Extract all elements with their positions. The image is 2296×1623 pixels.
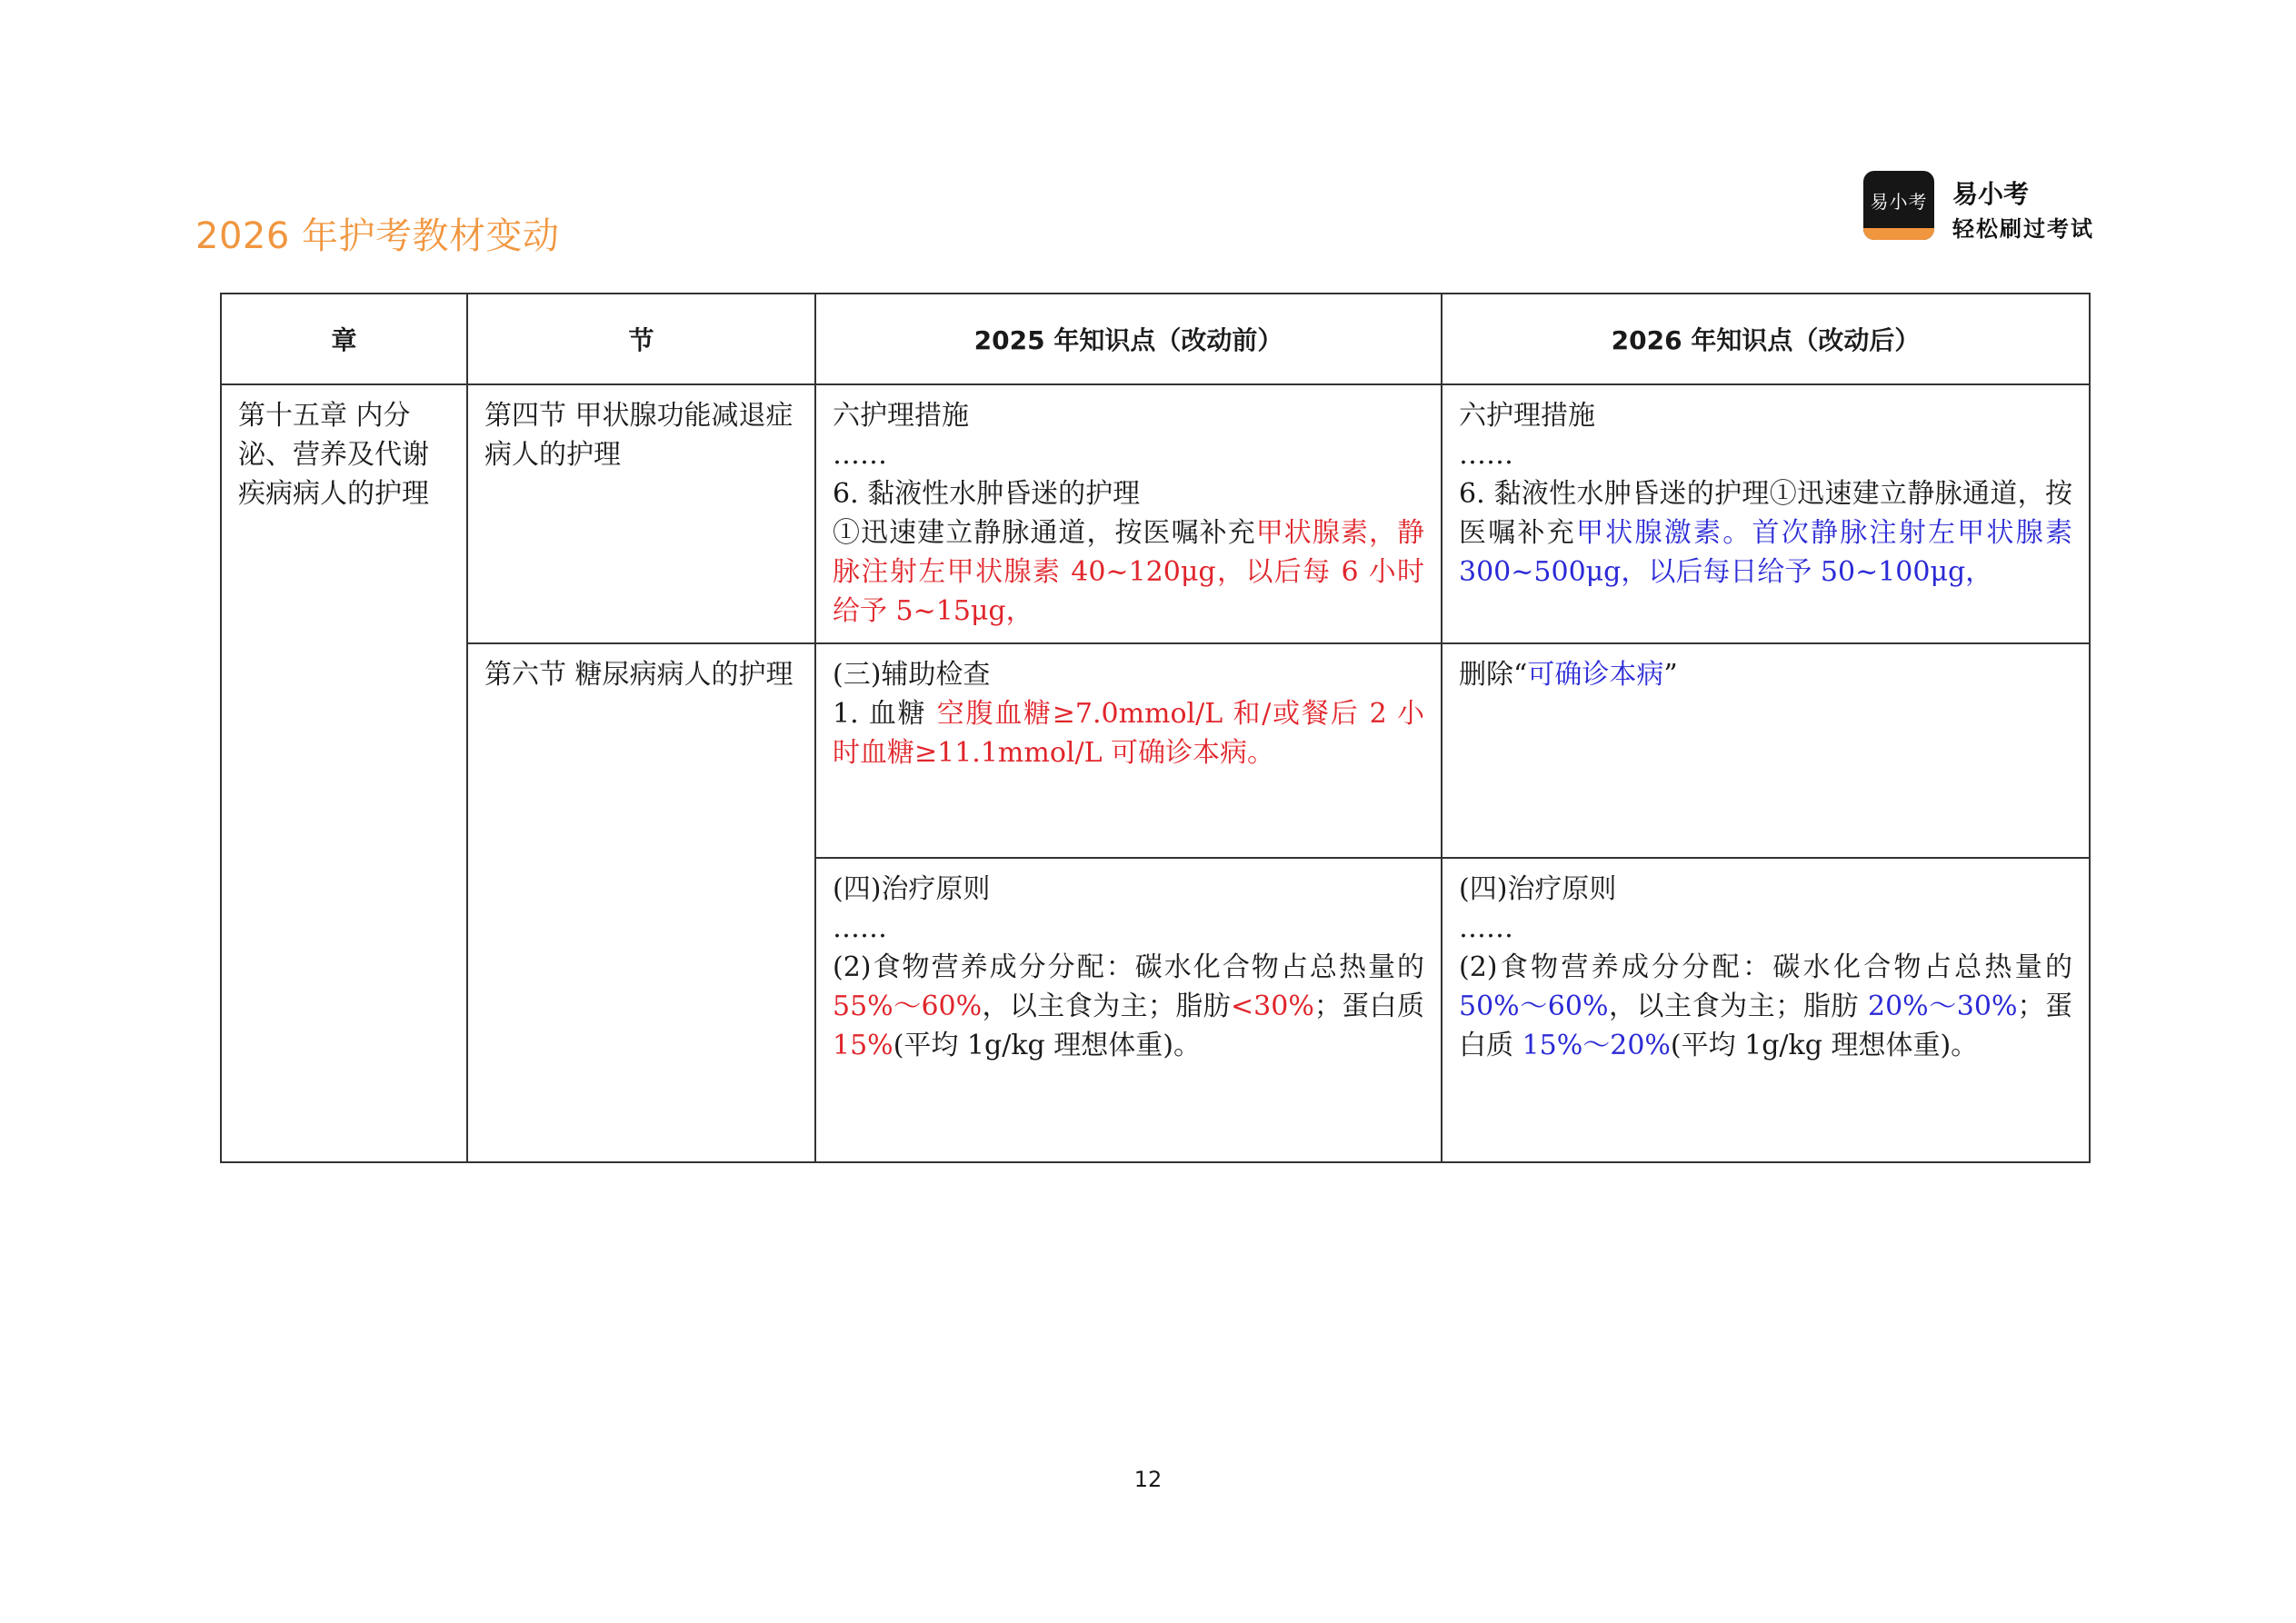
cell-paragraph <box>833 948 1424 1065</box>
cell-line: …… <box>1459 912 1513 944</box>
section-cell: 第六节 糖尿病病人的护理 <box>467 643 815 1162</box>
plain-text: (2)食物营养成分分配：碳水化合物占总热量的 <box>1459 951 2072 983</box>
header-after: 2026 年知识点（改动后） <box>1442 294 2090 384</box>
header-section: 节 <box>467 294 815 384</box>
cell-paragraph <box>1459 474 2072 592</box>
cell-line: …… <box>833 439 887 471</box>
brand-logo <box>1863 171 1934 240</box>
removed-text: <30% <box>1231 991 1314 1022</box>
plain-text: (平均 1g/kg 理想体重)。 <box>893 1030 1201 1061</box>
cell-line: …… <box>1459 439 1513 471</box>
cell-paragraph <box>1459 655 2072 694</box>
before-cell <box>815 384 1442 643</box>
plain-text: ，以主食为主；脂肪 <box>1608 991 1868 1022</box>
plain-text: ；蛋白质 <box>1459 991 2072 1061</box>
cell-line: 六护理措施 <box>1459 400 1595 432</box>
plain-text: 1. 血糖 <box>833 698 937 730</box>
cell-paragraph <box>833 513 1424 631</box>
plain-text: (2)食物营养成分分配：碳水化合物占总热量的 <box>833 951 1424 983</box>
cell-paragraph <box>833 694 1424 772</box>
added-text: 50%～60% <box>1459 991 1609 1022</box>
added-text: 甲状腺激素。首次静脉注射左甲状腺素 300~500μg，以后每日给予 50~100μg， <box>1459 517 2072 588</box>
page-number: 12 <box>1133 1467 1163 1492</box>
before-cell <box>815 643 1442 858</box>
page-title: 2026 年护考教材变动 <box>195 215 560 257</box>
chapter-cell: 第十五章 内分泌、营养及代谢疾病病人的护理 <box>221 384 467 1162</box>
section-cell: 第四节 甲状腺功能减退症病人的护理 <box>467 384 815 643</box>
added-text: 15%～20% <box>1522 1030 1671 1061</box>
cell-paragraph <box>1459 948 2072 1065</box>
logo-text: 易小考 <box>1870 191 1928 213</box>
after-cell <box>1442 384 2090 643</box>
removed-text: 空腹血糖≥7.0mmol/L 和/或餐后 2 小时血糖≥11.1mmol/L 可确诊本病。 <box>833 698 1424 769</box>
header-chapter: 章 <box>221 294 467 384</box>
removed-text: 甲状腺素，静脉注射左甲状腺素 40~120μg，以后每 6 小时给予 5~15μg， <box>833 517 1424 627</box>
brand-slogan: 轻松刷过考试 <box>1952 216 2094 242</box>
cell-line: (四)治疗原则 <box>833 873 991 905</box>
cell-line: (四)治疗原则 <box>1459 873 1617 905</box>
brand-name: 易小考 <box>1952 179 2030 209</box>
changes-table <box>220 293 2091 1163</box>
cell-line: 六护理措施 <box>833 400 969 432</box>
table-row <box>221 384 2090 643</box>
table-header-row <box>221 294 2090 384</box>
plain-text: ，以主食为主；脂肪 <box>982 991 1232 1022</box>
before-cell <box>815 858 1442 1162</box>
plain-text: 删除“ <box>1459 659 1528 691</box>
added-text: 可确诊本病 <box>1527 659 1664 691</box>
table-row <box>221 643 2090 858</box>
removed-text: 55%～60% <box>833 991 983 1022</box>
cell-line: …… <box>833 912 887 944</box>
after-cell <box>1442 858 2090 1162</box>
cell-line: (三)辅助检查 <box>833 659 991 691</box>
added-text: 20%～30% <box>1868 991 2018 1022</box>
logo-accent-bar <box>1863 228 1934 240</box>
removed-text: 15% <box>833 1030 893 1061</box>
plain-text: 6. 黏液性水肿昏迷的护理①迅速建立静脉通道，按医嘱补充 <box>1459 478 2072 549</box>
plain-text: ；蛋白质 <box>1313 991 1425 1022</box>
after-cell <box>1442 643 2090 858</box>
header-before: 2025 年知识点（改动前） <box>815 294 1442 384</box>
cell-line: 6. 黏液性水肿昏迷的护理 <box>833 478 1141 510</box>
plain-text: ①迅速建立静脉通道，按医嘱补充 <box>833 517 1256 549</box>
plain-text: (平均 1g/kg 理想体重)。 <box>1670 1030 1979 1061</box>
plain-text: ” <box>1663 659 1678 691</box>
